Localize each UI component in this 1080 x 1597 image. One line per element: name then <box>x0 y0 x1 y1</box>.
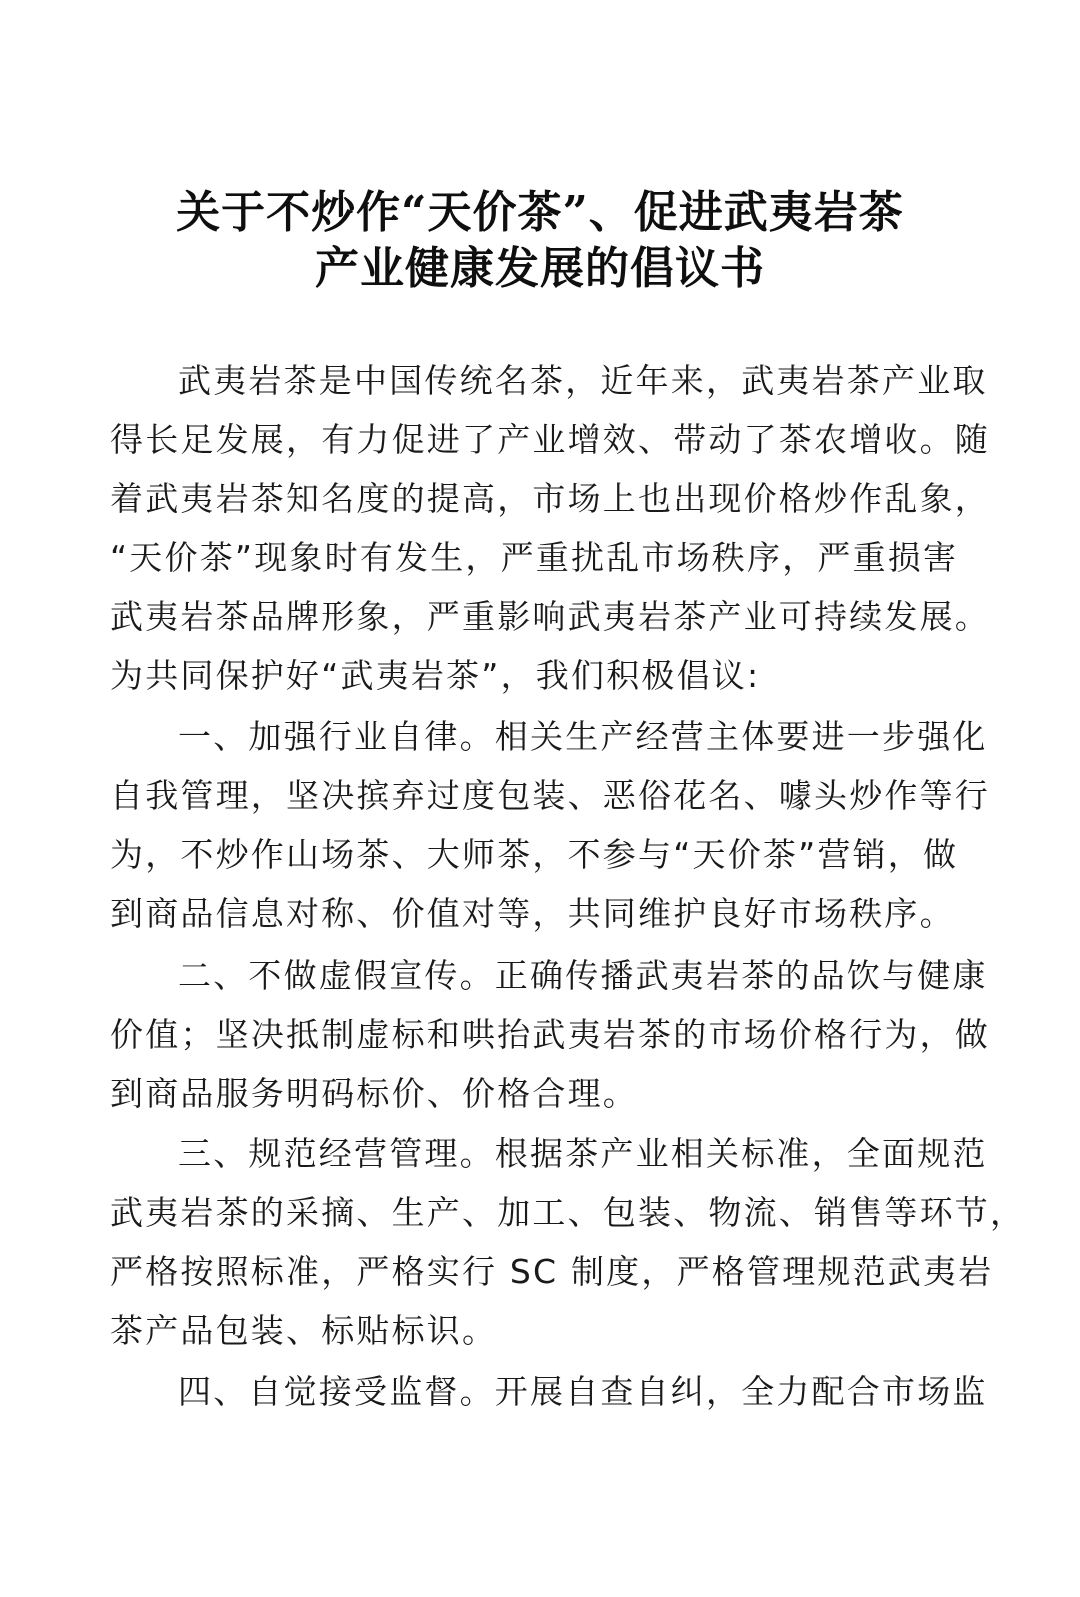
body-line: 武夷岩茶是中国传统名茶，近年来，武夷岩茶产业取 <box>178 361 988 400</box>
body-line: “天价茶”现象时有发生，严重扰乱市场秩序，严重损害 <box>110 538 959 577</box>
body-line: 一、加强行业自律。相关生产经营主体要进一步强化 <box>178 717 988 756</box>
body-line: 为共同保护好“武夷岩茶”，我们积极倡议: <box>110 656 761 695</box>
body-line: 武夷岩茶的采摘、生产、加工、包装、物流、销售等环节， <box>110 1193 1026 1232</box>
body-line: 为，不炒作山场茶、大师茶，不参与“天价茶”营销，做 <box>110 835 959 874</box>
body-line: 着武夷岩茶知名度的提高，市场上也出现价格炒作乱象， <box>110 479 990 518</box>
body-line: 武夷岩茶品牌形象，严重影响武夷岩茶产业可持续发展。 <box>110 597 990 636</box>
body-line: 自我管理，坚决摈弃过度包装、恶俗花名、噱头炒作等行 <box>110 776 990 815</box>
body-line: 四、自觉接受监督。开展自查自纠，全力配合市场监 <box>178 1372 988 1411</box>
body-line: 得长足发展，有力促进了产业增效、带动了茶农增收。随 <box>110 420 990 459</box>
body-line: 三、规范经营管理。根据茶产业相关标准，全面规范 <box>178 1134 988 1173</box>
body-line: 到商品信息对称、价值对等，共同维护良好市场秩序。 <box>110 894 955 933</box>
body-line: 二、不做虚假宣传。正确传播武夷岩茶的品饮与健康 <box>178 956 988 995</box>
document-title-line-1: 关于不炒作“天价茶”、促进武夷岩茶 <box>176 187 904 238</box>
body-line: 价值；坚决抵制虚标和哄抬武夷岩茶的市场价格行为，做 <box>110 1015 990 1054</box>
body-line: 茶产品包装、标贴标识。 <box>110 1311 498 1350</box>
body-line: 到商品服务明码标价、价格合理。 <box>110 1074 638 1113</box>
document-title-line-2: 产业健康发展的倡议书 <box>315 243 765 294</box>
body-line: 严格按照标准，严格实行 SC 制度，严格管理规范武夷岩 <box>110 1252 994 1291</box>
